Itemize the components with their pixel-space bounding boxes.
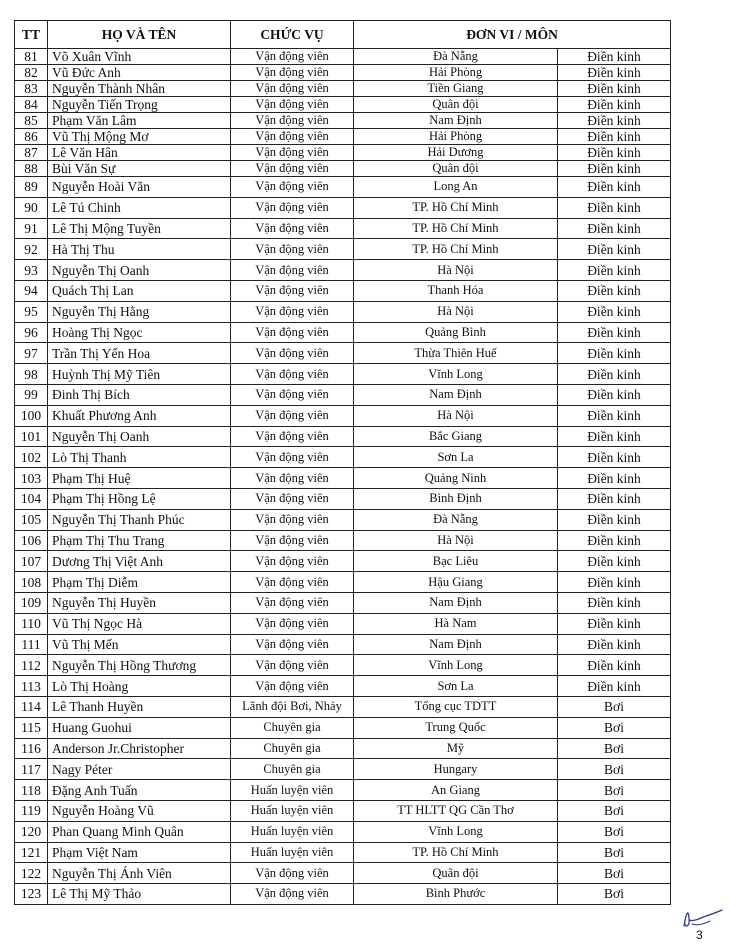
row-position: Chuyên gia bbox=[231, 759, 354, 780]
row-position: Vận động viên bbox=[231, 572, 354, 593]
table-row bbox=[15, 260, 671, 281]
row-position: Vận động viên bbox=[231, 364, 354, 385]
table-row bbox=[15, 592, 671, 613]
row-name: Nguyễn Thị Hằng bbox=[48, 301, 231, 322]
row-position: Vận động viên bbox=[231, 239, 354, 260]
row-name: Nagy Péter bbox=[48, 759, 231, 780]
table-row bbox=[15, 301, 671, 322]
row-sport: Điền kinh bbox=[558, 468, 671, 489]
table-row bbox=[15, 113, 671, 129]
table-row bbox=[15, 509, 671, 530]
row-position: Vận động viên bbox=[231, 426, 354, 447]
row-sport: Bơi bbox=[558, 842, 671, 863]
row-name: Lê Văn Hân bbox=[48, 145, 231, 161]
row-name: Lê Tú Chinh bbox=[48, 197, 231, 218]
row-sport: Điền kinh bbox=[558, 239, 671, 260]
row-position: Vận động viên bbox=[231, 613, 354, 634]
row-position: Vận động viên bbox=[231, 592, 354, 613]
table-row bbox=[15, 177, 671, 198]
table-row bbox=[15, 780, 671, 801]
row-name: Nguyễn Thị Oanh bbox=[48, 260, 231, 281]
row-number: 81 bbox=[15, 49, 48, 65]
row-position: Vận động viên bbox=[231, 384, 354, 405]
row-sport: Bơi bbox=[558, 696, 671, 717]
row-number: 122 bbox=[15, 863, 48, 884]
row-name: Võ Xuân Vĩnh bbox=[48, 49, 231, 65]
row-unit: Hungary bbox=[354, 759, 558, 780]
row-number: 97 bbox=[15, 343, 48, 364]
row-position: Huấn luyện viên bbox=[231, 821, 354, 842]
row-name: Nguyễn Thị Thanh Phúc bbox=[48, 509, 231, 530]
row-number: 82 bbox=[15, 65, 48, 81]
row-name: Quách Thị Lan bbox=[48, 280, 231, 301]
row-unit: TP. Hồ Chí Minh bbox=[354, 239, 558, 260]
row-unit: Hà Nội bbox=[354, 405, 558, 426]
row-position: Vận động viên bbox=[231, 129, 354, 145]
row-sport: Bơi bbox=[558, 738, 671, 759]
row-unit: Hải Dương bbox=[354, 145, 558, 161]
row-sport: Bơi bbox=[558, 863, 671, 884]
row-unit: Thừa Thiên Huế bbox=[354, 343, 558, 364]
row-position: Vận động viên bbox=[231, 634, 354, 655]
row-unit: Hà Nội bbox=[354, 301, 558, 322]
row-name: Hà Thị Thu bbox=[48, 239, 231, 260]
row-unit: Bạc Liêu bbox=[354, 551, 558, 572]
row-unit: Vĩnh Long bbox=[354, 821, 558, 842]
row-sport: Điền kinh bbox=[558, 343, 671, 364]
row-number: 117 bbox=[15, 759, 48, 780]
row-position: Vận động viên bbox=[231, 530, 354, 551]
table-row bbox=[15, 884, 671, 905]
row-number: 89 bbox=[15, 177, 48, 198]
row-name: Lê Thị Mỹ Thảo bbox=[48, 884, 231, 905]
row-sport: Điền kinh bbox=[558, 655, 671, 676]
row-number: 100 bbox=[15, 405, 48, 426]
row-number: 119 bbox=[15, 800, 48, 821]
row-unit: Vĩnh Long bbox=[354, 364, 558, 385]
row-sport: Điền kinh bbox=[558, 97, 671, 113]
table-row bbox=[15, 572, 671, 593]
row-name: Huỳnh Thị Mỹ Tiên bbox=[48, 364, 231, 385]
signature-initials-icon bbox=[676, 902, 724, 934]
row-position: Vận động viên bbox=[231, 884, 354, 905]
row-number: 106 bbox=[15, 530, 48, 551]
row-position: Vận động viên bbox=[231, 447, 354, 468]
row-position: Vận động viên bbox=[231, 218, 354, 239]
table-row bbox=[15, 218, 671, 239]
row-sport: Điền kinh bbox=[558, 613, 671, 634]
row-name: Dương Thị Việt Anh bbox=[48, 551, 231, 572]
row-unit: Vĩnh Long bbox=[354, 655, 558, 676]
row-sport: Điền kinh bbox=[558, 447, 671, 468]
row-unit: Nam Định bbox=[354, 113, 558, 129]
row-number: 86 bbox=[15, 129, 48, 145]
row-position: Lãnh đội Bơi, Nhảy bbox=[231, 696, 354, 717]
table-row bbox=[15, 655, 671, 676]
table-row bbox=[15, 239, 671, 260]
row-unit: Quân đội bbox=[354, 97, 558, 113]
row-number: 120 bbox=[15, 821, 48, 842]
row-unit: Mỹ bbox=[354, 738, 558, 759]
row-unit: Tổng cục TDTT bbox=[354, 696, 558, 717]
row-position: Huấn luyện viên bbox=[231, 842, 354, 863]
table-row bbox=[15, 145, 671, 161]
row-name: Phạm Thị Hồng Lệ bbox=[48, 488, 231, 509]
row-position: Vận động viên bbox=[231, 177, 354, 198]
row-number: 85 bbox=[15, 113, 48, 129]
table-row bbox=[15, 468, 671, 489]
table-row bbox=[15, 447, 671, 468]
row-name: Nguyễn Thành Nhân bbox=[48, 81, 231, 97]
table-row bbox=[15, 364, 671, 385]
row-number: 115 bbox=[15, 717, 48, 738]
table-body bbox=[15, 49, 671, 905]
row-name: Anderson Jr.Christopher bbox=[48, 738, 231, 759]
row-sport: Điền kinh bbox=[558, 551, 671, 572]
row-sport: Điền kinh bbox=[558, 592, 671, 613]
table-row bbox=[15, 488, 671, 509]
table-header-row bbox=[15, 21, 671, 49]
row-name: Vũ Thị Mộng Mơ bbox=[48, 129, 231, 145]
row-unit: Hải Phòng bbox=[354, 65, 558, 81]
row-number: 111 bbox=[15, 634, 48, 655]
row-position: Vận động viên bbox=[231, 81, 354, 97]
row-number: 103 bbox=[15, 468, 48, 489]
row-number: 101 bbox=[15, 426, 48, 447]
row-number: 83 bbox=[15, 81, 48, 97]
row-name: Nguyễn Thị Oanh bbox=[48, 426, 231, 447]
row-position: Vận động viên bbox=[231, 343, 354, 364]
row-name: Bùi Văn Sự bbox=[48, 161, 231, 177]
row-position: Vận động viên bbox=[231, 676, 354, 697]
row-sport: Điền kinh bbox=[558, 322, 671, 343]
row-number: 114 bbox=[15, 696, 48, 717]
row-sport: Điền kinh bbox=[558, 113, 671, 129]
row-number: 95 bbox=[15, 301, 48, 322]
row-name: Khuất Phương Anh bbox=[48, 405, 231, 426]
row-sport: Bơi bbox=[558, 780, 671, 801]
row-position: Vận động viên bbox=[231, 863, 354, 884]
row-unit: Hải Phòng bbox=[354, 129, 558, 145]
athlete-table bbox=[14, 20, 671, 905]
row-sport: Điền kinh bbox=[558, 405, 671, 426]
table-row bbox=[15, 197, 671, 218]
table-row bbox=[15, 280, 671, 301]
row-unit: Hà Nam bbox=[354, 613, 558, 634]
row-position: Vận động viên bbox=[231, 468, 354, 489]
row-unit: TP. Hồ Chí Minh bbox=[354, 197, 558, 218]
row-unit: Quảng Ninh bbox=[354, 468, 558, 489]
row-position: Vận động viên bbox=[231, 197, 354, 218]
row-sport: Bơi bbox=[558, 759, 671, 780]
row-name: Nguyễn Hoài Văn bbox=[48, 177, 231, 198]
row-unit: Nam Định bbox=[354, 384, 558, 405]
row-position: Vận động viên bbox=[231, 509, 354, 530]
row-sport: Điền kinh bbox=[558, 364, 671, 385]
table-row bbox=[15, 842, 671, 863]
table-row bbox=[15, 49, 671, 65]
row-number: 84 bbox=[15, 97, 48, 113]
row-unit: Long An bbox=[354, 177, 558, 198]
row-unit: Sơn La bbox=[354, 447, 558, 468]
page-number: 3 bbox=[696, 928, 703, 942]
row-position: Vận động viên bbox=[231, 260, 354, 281]
row-name: Phạm Thị Diễm bbox=[48, 572, 231, 593]
row-sport: Điền kinh bbox=[558, 161, 671, 177]
row-name: Phạm Thị Huệ bbox=[48, 468, 231, 489]
row-unit: Nam Định bbox=[354, 634, 558, 655]
row-name: Nguyễn Thị Hồng Thương bbox=[48, 655, 231, 676]
table-row bbox=[15, 97, 671, 113]
row-unit: TP. Hồ Chí Minh bbox=[354, 218, 558, 239]
table-row bbox=[15, 717, 671, 738]
row-number: 91 bbox=[15, 218, 48, 239]
row-name: Phạm Việt Nam bbox=[48, 842, 231, 863]
row-sport: Điền kinh bbox=[558, 530, 671, 551]
table-row bbox=[15, 405, 671, 426]
row-position: Vận động viên bbox=[231, 161, 354, 177]
row-sport: Điền kinh bbox=[558, 260, 671, 281]
row-unit: TP. Hồ Chí Minh bbox=[354, 842, 558, 863]
row-position: Chuyên gia bbox=[231, 738, 354, 759]
row-unit: Đà Nẵng bbox=[354, 49, 558, 65]
row-sport: Điền kinh bbox=[558, 145, 671, 161]
table-row bbox=[15, 863, 671, 884]
row-name: Nguyễn Thị Huyền bbox=[48, 592, 231, 613]
row-name: Trần Thị Yến Hoa bbox=[48, 343, 231, 364]
row-name: Nguyễn Thị Ánh Viên bbox=[48, 863, 231, 884]
row-position: Vận động viên bbox=[231, 551, 354, 572]
row-unit: Bình Phước bbox=[354, 884, 558, 905]
row-name: Nguyễn Hoàng Vũ bbox=[48, 800, 231, 821]
row-position: Vận động viên bbox=[231, 49, 354, 65]
row-number: 94 bbox=[15, 280, 48, 301]
row-name: Huang Guohui bbox=[48, 717, 231, 738]
row-sport: Bơi bbox=[558, 800, 671, 821]
table-row bbox=[15, 343, 671, 364]
row-number: 109 bbox=[15, 592, 48, 613]
table-row bbox=[15, 551, 671, 572]
row-name: Lê Thanh Huyền bbox=[48, 696, 231, 717]
row-number: 107 bbox=[15, 551, 48, 572]
row-position: Huấn luyện viên bbox=[231, 780, 354, 801]
row-name: Hoàng Thị Ngọc bbox=[48, 322, 231, 343]
table-row bbox=[15, 738, 671, 759]
table-row bbox=[15, 530, 671, 551]
row-unit: Quảng Bình bbox=[354, 322, 558, 343]
row-sport: Điền kinh bbox=[558, 65, 671, 81]
row-sport: Điền kinh bbox=[558, 572, 671, 593]
row-name: Đặng Anh Tuấn bbox=[48, 780, 231, 801]
row-sport: Bơi bbox=[558, 821, 671, 842]
row-name: Lò Thị Hoàng bbox=[48, 676, 231, 697]
table-row bbox=[15, 322, 671, 343]
table-row bbox=[15, 800, 671, 821]
row-unit: Quân đội bbox=[354, 863, 558, 884]
row-name: Vũ Thị Ngọc Hà bbox=[48, 613, 231, 634]
table-row bbox=[15, 676, 671, 697]
row-unit: Hà Nội bbox=[354, 530, 558, 551]
table-row bbox=[15, 696, 671, 717]
row-number: 96 bbox=[15, 322, 48, 343]
row-name: Vũ Đức Anh bbox=[48, 65, 231, 81]
row-name: Nguyễn Tiến Trọng bbox=[48, 97, 231, 113]
row-number: 99 bbox=[15, 384, 48, 405]
row-sport: Điền kinh bbox=[558, 301, 671, 322]
row-name: Đinh Thị Bích bbox=[48, 384, 231, 405]
row-number: 93 bbox=[15, 260, 48, 281]
row-number: 118 bbox=[15, 780, 48, 801]
row-sport: Điền kinh bbox=[558, 634, 671, 655]
table-row bbox=[15, 613, 671, 634]
row-number: 104 bbox=[15, 488, 48, 509]
header-tt: TT bbox=[15, 21, 48, 49]
row-number: 88 bbox=[15, 161, 48, 177]
table-row bbox=[15, 384, 671, 405]
header-position: CHỨC VỤ bbox=[231, 21, 354, 49]
row-name: Phan Quang Minh Quân bbox=[48, 821, 231, 842]
row-sport: Điền kinh bbox=[558, 488, 671, 509]
row-unit: Hậu Giang bbox=[354, 572, 558, 593]
row-position: Vận động viên bbox=[231, 301, 354, 322]
table-row bbox=[15, 759, 671, 780]
row-unit: Tiền Giang bbox=[354, 81, 558, 97]
row-unit: TT HLTT QG Cần Thơ bbox=[354, 800, 558, 821]
table-row bbox=[15, 161, 671, 177]
row-sport: Điền kinh bbox=[558, 509, 671, 530]
row-name: Lò Thị Thanh bbox=[48, 447, 231, 468]
row-position: Vận động viên bbox=[231, 145, 354, 161]
row-sport: Điền kinh bbox=[558, 426, 671, 447]
row-unit: An Giang bbox=[354, 780, 558, 801]
row-name: Phạm Thị Thu Trang bbox=[48, 530, 231, 551]
table-row bbox=[15, 821, 671, 842]
row-sport: Điền kinh bbox=[558, 49, 671, 65]
row-unit: Trung Quốc bbox=[354, 717, 558, 738]
row-position: Vận động viên bbox=[231, 113, 354, 129]
row-sport: Điền kinh bbox=[558, 177, 671, 198]
row-sport: Điền kinh bbox=[558, 197, 671, 218]
row-sport: Điền kinh bbox=[558, 384, 671, 405]
row-sport: Điền kinh bbox=[558, 129, 671, 145]
row-position: Vận động viên bbox=[231, 65, 354, 81]
row-number: 98 bbox=[15, 364, 48, 385]
table-row bbox=[15, 634, 671, 655]
row-unit: Nam Định bbox=[354, 592, 558, 613]
row-unit: Bình Định bbox=[354, 488, 558, 509]
row-number: 92 bbox=[15, 239, 48, 260]
row-number: 123 bbox=[15, 884, 48, 905]
row-unit: Bắc Giang bbox=[354, 426, 558, 447]
row-position: Vận động viên bbox=[231, 405, 354, 426]
row-number: 102 bbox=[15, 447, 48, 468]
row-unit: Hà Nội bbox=[354, 260, 558, 281]
table-row bbox=[15, 81, 671, 97]
row-name: Vũ Thị Mến bbox=[48, 634, 231, 655]
row-number: 108 bbox=[15, 572, 48, 593]
table-row bbox=[15, 129, 671, 145]
row-position: Vận động viên bbox=[231, 97, 354, 113]
header-name: HỌ VÀ TÊN bbox=[48, 21, 231, 49]
row-number: 110 bbox=[15, 613, 48, 634]
row-sport: Điền kinh bbox=[558, 81, 671, 97]
row-unit: Quân đội bbox=[354, 161, 558, 177]
row-name: Phạm Văn Lâm bbox=[48, 113, 231, 129]
row-number: 116 bbox=[15, 738, 48, 759]
row-sport: Điền kinh bbox=[558, 280, 671, 301]
row-number: 87 bbox=[15, 145, 48, 161]
row-unit: Sơn La bbox=[354, 676, 558, 697]
row-unit: Đà Nẵng bbox=[354, 509, 558, 530]
row-unit: Thanh Hóa bbox=[354, 280, 558, 301]
row-position: Vận động viên bbox=[231, 322, 354, 343]
row-position: Vận động viên bbox=[231, 280, 354, 301]
row-number: 90 bbox=[15, 197, 48, 218]
row-sport: Điền kinh bbox=[558, 676, 671, 697]
row-number: 121 bbox=[15, 842, 48, 863]
row-position: Chuyên gia bbox=[231, 717, 354, 738]
table-row bbox=[15, 65, 671, 81]
row-number: 112 bbox=[15, 655, 48, 676]
row-sport: Bơi bbox=[558, 717, 671, 738]
row-name: Lê Thị Mộng Tuyền bbox=[48, 218, 231, 239]
table-row bbox=[15, 426, 671, 447]
row-position: Huấn luyện viên bbox=[231, 800, 354, 821]
row-position: Vận động viên bbox=[231, 488, 354, 509]
row-sport: Bơi bbox=[558, 884, 671, 905]
row-sport: Điền kinh bbox=[558, 218, 671, 239]
row-number: 113 bbox=[15, 676, 48, 697]
header-unit-sport: ĐƠN VI / MÔN bbox=[354, 21, 671, 49]
row-number: 105 bbox=[15, 509, 48, 530]
row-position: Vận động viên bbox=[231, 655, 354, 676]
